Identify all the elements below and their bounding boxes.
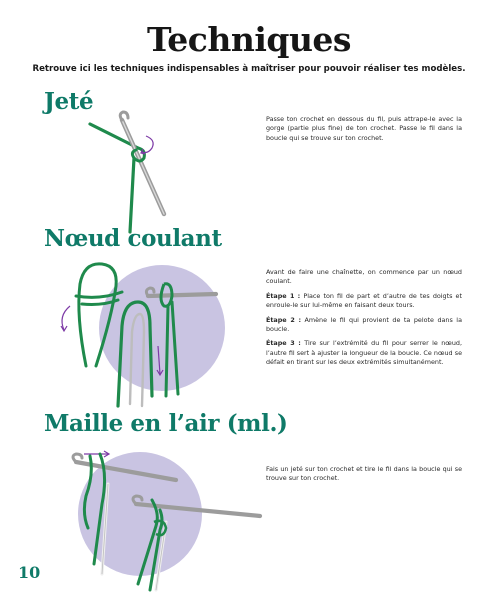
page-title: Techniques (146, 20, 352, 59)
maille-illustration (64, 444, 274, 594)
noeud-step1 (266, 292, 462, 311)
noeud-step1-label: Étape 1 : (266, 291, 301, 300)
maille-background-circle (78, 452, 202, 576)
noeud-step1-text: Place ton fil de part et d’autre de tes doigts et enroule-le sur lui-même en faisant deux tours. (266, 291, 462, 310)
noeud-intro: Avant de faire une chaînette, on commence par un nœud coulant. (266, 268, 462, 286)
page-subtitle: Retrouve ici les techniques indispensables à maîtriser pour pouvoir réaliser tes modèles. (32, 64, 466, 74)
noeud-step3-hook (148, 294, 216, 296)
noeud-step1-arrow (62, 306, 70, 330)
noeud-step2-text: Amène le fil qui provient de ta pelote dans la boucle. (266, 315, 462, 334)
noeud-step3-label: Étape 3 : (266, 339, 301, 348)
noeud-step2-label: Étape 2 : (266, 315, 302, 324)
noeud-illustration (46, 256, 276, 406)
jete-yarn-down (130, 158, 134, 232)
jete-text: Passe ton crochet en dessous du fil, puis attrape-le avec la gorge (partie plus fine) de ton crochet. Passe le fil dans la boucle qui se trouve sur ton crochet. (266, 115, 462, 142)
noeud-step2 (266, 316, 462, 335)
maille-text: Fais un jeté sur ton crochet et tire le fil dans la boucle qui se trouve sur ton crochet. (266, 465, 462, 483)
section-heading-maille: Maille en l’air (ml.) (44, 410, 288, 437)
noeud-step3 (266, 339, 462, 367)
noeud-step3-text: Tire sur l’extrémité du fil pour serrer le nœud, l’autre fil sert à ajuster la longueur de la boucle. Ce nœud se défait en tirant sur les deux extrémités simultanément. (266, 339, 462, 367)
page-number: 10 (18, 563, 41, 582)
section-heading-jete: Jeté (44, 88, 94, 115)
section-heading-noeud: Nœud coulant (44, 225, 222, 252)
noeud-text (266, 268, 462, 373)
jete-illustration (86, 112, 206, 242)
